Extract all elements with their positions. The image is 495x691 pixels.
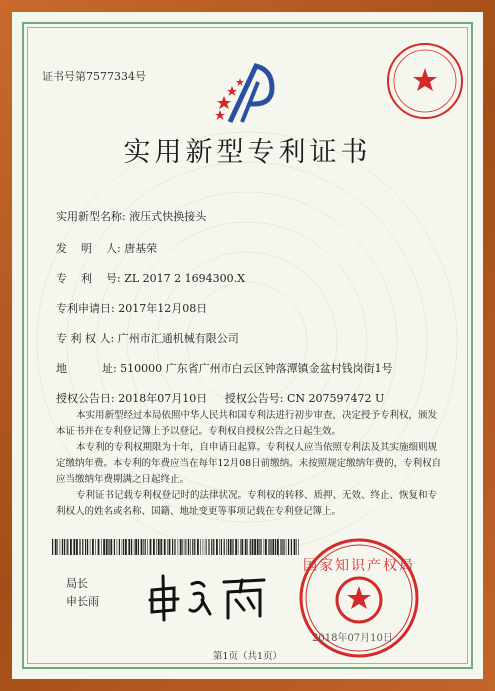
- barcode-bar: [76, 539, 78, 555]
- inventor-label: 发 明 人:: [56, 242, 121, 255]
- barcode-bar: [240, 539, 241, 555]
- barcode-bar: [205, 539, 206, 555]
- seal-text: 国家知识产权局: [303, 558, 415, 574]
- barcode-bar: [261, 539, 262, 555]
- patent-office-seal: [384, 40, 466, 122]
- director-name: 申长雨: [66, 595, 99, 608]
- barcode-bar: [257, 539, 259, 555]
- grant-no-label: 授权公告号:: [224, 392, 284, 405]
- grant-row: [56, 390, 384, 406]
- barcode-bar: [259, 539, 260, 555]
- barcode-bar: [164, 539, 166, 555]
- barcode-bar: [238, 539, 239, 555]
- barcode-bar: [103, 539, 105, 555]
- barcode-bar: [265, 539, 267, 555]
- barcode-bar: [275, 539, 276, 555]
- barcode-bar: [270, 539, 271, 555]
- utility-name-label: 实用新型名称:: [56, 210, 126, 223]
- barcode-bar: [85, 539, 86, 555]
- barcode-bar: [123, 539, 124, 555]
- barcode-bar: [70, 539, 72, 555]
- barcode-bar: [55, 539, 57, 555]
- utility-name-value: 液压式快换接头: [129, 210, 207, 223]
- barcode-bar: [185, 539, 186, 555]
- barcode-bar: [291, 539, 292, 555]
- address-label: 地 址:: [56, 362, 117, 375]
- barcode-bar: [286, 539, 287, 555]
- barcode-bar: [175, 539, 176, 555]
- barcode-bar: [134, 539, 135, 555]
- certificate-paper: [12, 12, 483, 679]
- barcode-bar: [141, 539, 143, 555]
- legal-paragraph: 专利证书记载专利权登记时的法律状况。专利权的转移、质押、无效、终止、恢复和专利权人的姓名或名称、国籍、地址变更等事项记载在专利登记簿上。: [56, 490, 438, 517]
- barcode-bar: [62, 539, 63, 555]
- patent-no-row: [56, 270, 245, 286]
- seal-date: 2018年07月10日: [312, 633, 393, 644]
- barcode-bar: [82, 539, 83, 555]
- barcode-bar: [200, 539, 201, 555]
- barcode-bar: [153, 539, 155, 555]
- filing-date-value: 2017年12月08日: [118, 302, 208, 315]
- barcode-bar: [219, 539, 220, 555]
- barcode-bar: [57, 539, 58, 555]
- barcode-bar: [194, 539, 195, 555]
- barcode-bar: [117, 539, 118, 555]
- barcode-bar: [224, 539, 225, 555]
- barcode-bar: [280, 539, 281, 555]
- barcode-bar: [268, 539, 269, 555]
- grant-no-value: CN 207597472 U: [286, 392, 385, 405]
- director-signature: [144, 570, 274, 622]
- page-footer: 第1页（共1页）: [212, 651, 283, 662]
- barcode-bar: [135, 539, 137, 555]
- barcode-bar: [208, 539, 209, 555]
- barcode-bar: [288, 539, 289, 555]
- barcode-bar: [182, 539, 183, 555]
- barcode-bar: [213, 539, 214, 555]
- barcode-bar: [145, 539, 146, 555]
- grant-date-label: 授权公告日:: [56, 392, 115, 405]
- barcode-bar: [174, 539, 175, 555]
- barcode-bar: [114, 539, 115, 555]
- filing-date-label: 专利申请日:: [56, 302, 115, 315]
- barcode-bar: [211, 539, 212, 555]
- barcode-bar: [101, 539, 102, 555]
- grant-date-value: 2018年07月10日: [118, 392, 208, 405]
- utility-name-row: [56, 208, 206, 224]
- barcode-bar: [52, 539, 53, 555]
- barcode-bar: [247, 539, 248, 555]
- barcode-bar: [252, 539, 254, 555]
- barcode-bar: [125, 539, 127, 555]
- address-row: [56, 360, 393, 376]
- barcode-bar: [143, 539, 144, 555]
- barcode-bar: [245, 539, 247, 555]
- certificate-title: 实用新型专利证书: [123, 137, 372, 168]
- legal-paragraph: 本实用新型经过本局依照中华人民共和国专利法进行初步审查，决定授予专利权，颁发本证书并在专利登记簿上予以登记。专利权自授权公告之日起生效。: [56, 410, 438, 437]
- director-title: 局长: [66, 577, 88, 590]
- patent-no-value: ZL 2017 2 1694300.X: [124, 272, 245, 285]
- inventor-row: [56, 240, 157, 256]
- barcode-bar: [158, 539, 160, 555]
- barcode-bar: [90, 539, 91, 555]
- barcode-bar: [79, 539, 80, 555]
- barcode-bar: [160, 539, 162, 555]
- barcode-bar: [128, 539, 130, 555]
- barcode-bar: [147, 539, 148, 555]
- barcode-bar: [272, 539, 274, 555]
- patentee-label: 专 利 权 人:: [56, 332, 115, 345]
- barcode-bar: [172, 539, 173, 555]
- inventor-value: 唐基荣: [124, 242, 158, 255]
- barcode-bar: [98, 539, 100, 555]
- barcode-bar: [187, 539, 188, 555]
- barcode-bar: [122, 539, 123, 555]
- barcode-bar: [235, 539, 237, 555]
- barcode-bar: [264, 539, 265, 555]
- barcode-bar: [73, 539, 75, 555]
- barcode-bar: [156, 539, 157, 555]
- barcode-bar: [203, 539, 204, 555]
- patentee-value: 广州市汇通机械有限公司: [117, 332, 239, 345]
- barcode-bar: [178, 539, 179, 555]
- certificate-number: 证书号第7577334号: [42, 70, 146, 83]
- barcode-bar: [150, 539, 152, 555]
- barcode-bar: [230, 539, 232, 555]
- barcode-bar: [232, 539, 233, 555]
- barcode-bar: [282, 539, 283, 555]
- barcode-bar: [110, 539, 112, 555]
- barcode-bar: [226, 539, 227, 555]
- barcode-bar: [228, 539, 229, 555]
- barcode-bar: [131, 539, 132, 555]
- barcode-bar: [241, 539, 243, 555]
- barcode-bar: [184, 539, 185, 555]
- barcode-bar: [87, 539, 88, 555]
- patent-no-label: 专 利 号:: [56, 272, 121, 285]
- barcode-bar: [221, 539, 222, 555]
- barcode-bar: [180, 539, 182, 555]
- barcode-bar: [60, 539, 61, 555]
- barcode-bar: [284, 539, 285, 555]
- barcode-bar: [197, 539, 199, 555]
- address-value: 510000 广东省广州市白云区钟落潭镇金盆村钱岗街1号: [120, 362, 393, 375]
- barcode-bar: [216, 539, 218, 555]
- barcode-bar: [67, 539, 68, 555]
- barcode-bar: [119, 539, 120, 555]
- barcode-bar: [277, 539, 279, 555]
- barcode-bar: [250, 539, 251, 555]
- barcode-bar: [64, 539, 65, 555]
- barcode-bar: [106, 539, 108, 555]
- cnipa-logo: [212, 52, 284, 132]
- barcode: [52, 539, 302, 555]
- barcode-bar: [138, 539, 139, 555]
- barcode-bar: [206, 539, 207, 555]
- patentee-row: [56, 330, 239, 346]
- legal-paragraph: 本专利的专利权期限为十年，自申请日起算。专利权人应当依照专利法及其实施细则规定缴纳年费。本专利的年费应当在每年12月08日前缴纳。未按照规定缴纳年费的，专利权自应当缴纳年费期满之日起终止。: [56, 442, 442, 485]
- barcode-bar: [254, 539, 256, 555]
- barcode-bar: [192, 539, 193, 555]
- barcode-bar: [92, 539, 94, 555]
- filing-date-row: [56, 300, 207, 316]
- barcode-bar: [108, 539, 109, 555]
- barcode-bar: [167, 539, 168, 555]
- barcode-bar: [66, 539, 67, 555]
- barcode-bar: [95, 539, 96, 555]
- barcode-bar: [169, 539, 171, 555]
- barcode-bar: [190, 539, 191, 555]
- barcode-bar: [188, 539, 189, 555]
